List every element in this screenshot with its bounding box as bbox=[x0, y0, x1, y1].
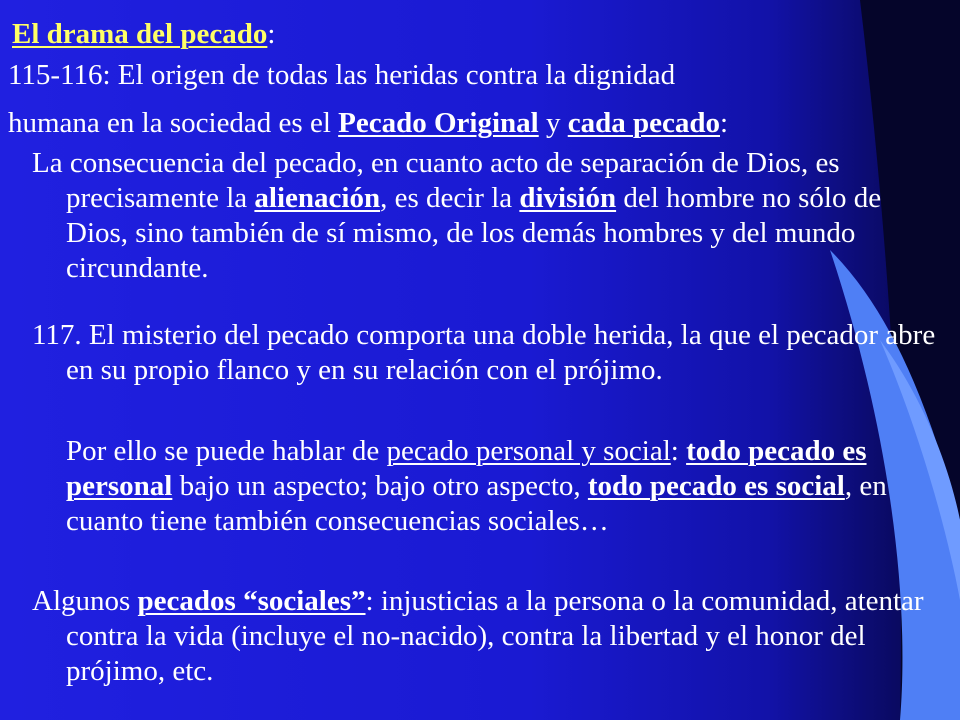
keyword-pecados-sociales: pecados “sociales” bbox=[137, 585, 366, 617]
para4-text-2: : injusticias a la persona o la comunidad, atentar contra la vida (incluye el no-nacido), contra la libertad y el honor del prójimo, etc. bbox=[66, 585, 924, 687]
intro-end-colon: : bbox=[719, 107, 729, 139]
para3-text-2: : bbox=[670, 435, 687, 467]
keyword-todo-pecado-es-social: todo pecado es social bbox=[587, 470, 845, 502]
intro-connector: y bbox=[538, 107, 568, 139]
paragraph-consecuencia bbox=[32, 146, 936, 286]
phrase-pecado-personal-y-social: pecado personal y social bbox=[386, 435, 671, 467]
heading-colon: : bbox=[267, 18, 276, 50]
paragraph-misterio: 117. El misterio del pecado comporta una doble herida, la que el pecador abre en su propio flanco y en su relación con el prójimo. bbox=[32, 319, 936, 386]
para3-text-3: bajo un aspecto; bajo otro aspecto, bbox=[172, 470, 588, 502]
keyword-todo-pecado-es-personal: todo pecado es personal bbox=[66, 435, 867, 502]
heading bbox=[12, 17, 275, 52]
term-pecado-original: Pecado Original bbox=[338, 107, 539, 139]
para1-text-3: del hombre no sólo de Dios, sino también de sí mismo, de los demás hombres y del mundo circundante. bbox=[66, 182, 882, 284]
para1-text-2: , es decir la bbox=[380, 182, 520, 214]
keyword-alienacion: alienación bbox=[254, 182, 381, 214]
para3-text-1: Por ello se puede hablar de bbox=[66, 435, 387, 467]
para4-text-1: Algunos bbox=[32, 585, 138, 617]
intro-line-2-text: humana en la sociedad es el bbox=[8, 107, 339, 139]
paragraph-pecados-sociales bbox=[32, 584, 936, 689]
term-cada-pecado: cada pecado bbox=[567, 107, 720, 139]
para1-text-1: La consecuencia del pecado, en cuanto acto de separación de Dios, es precisamente la bbox=[32, 147, 840, 214]
keyword-division: división bbox=[519, 182, 617, 214]
para3-text-4: , en cuanto tiene también consecuencias sociales… bbox=[66, 470, 887, 537]
intro-line-2 bbox=[8, 106, 728, 141]
heading-title: El drama del pecado bbox=[12, 18, 268, 50]
intro-line-1: 115-116: El origen de todas las heridas contra la dignidad bbox=[8, 59, 676, 91]
paragraph-personal-social bbox=[66, 434, 902, 539]
